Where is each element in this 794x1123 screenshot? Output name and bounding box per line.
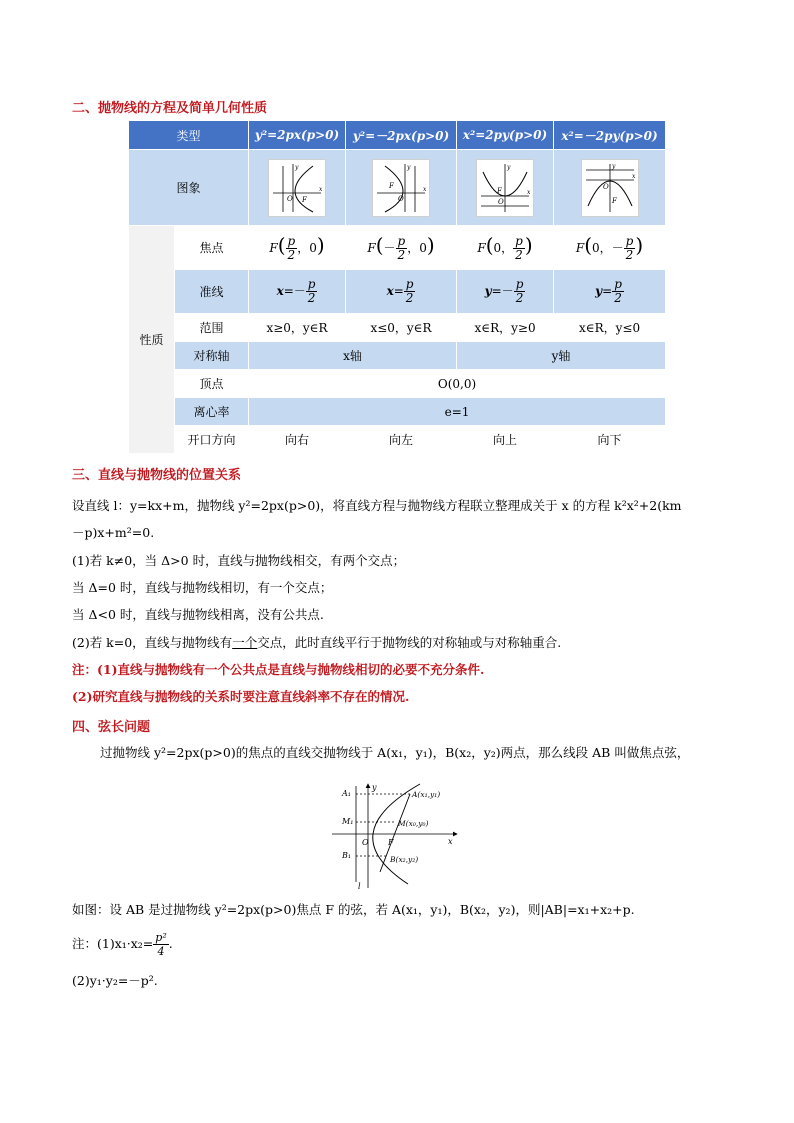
focus-3: F(0， $\frac{p}{2}$ )	[457, 226, 554, 270]
range-2: x≤0，y∈R	[346, 314, 457, 342]
range-3: x∈R，y≥0	[457, 314, 554, 342]
properties-label: 性质	[129, 226, 175, 454]
focus-label: 焦点	[175, 226, 249, 270]
svg-text:F: F	[497, 186, 502, 195]
graph-cell-3	[457, 150, 554, 226]
section3-paragraph-3: 当 Δ=0 时，直线与抛物线相切，有一个交点；	[72, 580, 333, 595]
opening-3: 向上	[457, 426, 554, 454]
svg-text:y: y	[507, 163, 511, 171]
graph-left-icon	[372, 159, 430, 217]
directrix-label: 准线	[175, 270, 249, 314]
svg-text:F: F	[388, 838, 394, 847]
svg-text:x: x	[423, 185, 427, 193]
section3-paragraph-1a: 设直线 l：y=kx+m，抛物线 y²=2px(p>0)，将直线方程与抛物线方程联立整理成关于 x 的方程 k²x²+2(km	[72, 498, 682, 513]
svg-text:O: O	[602, 182, 609, 191]
graph-cell-1	[249, 150, 346, 226]
eccentricity-value: e=1	[249, 398, 666, 426]
svg-text:F: F	[389, 181, 394, 190]
graph-down-icon	[581, 159, 639, 217]
section4-note-2: (2)y₁·y₂=－p².	[72, 973, 158, 988]
range-4: x∈R，y≤0	[554, 314, 666, 342]
section3-paragraph-2: (1)若 k≠0，当 Δ>0 时，直线与抛物线相交，有两个交点；	[72, 553, 406, 568]
axis-y: y轴	[457, 342, 666, 370]
svg-text:A(x₁,y₁): A(x₁,y₁)	[412, 790, 441, 799]
svg-text:F: F	[611, 196, 617, 205]
svg-text:O: O	[498, 197, 504, 206]
focal-chord-figure	[332, 782, 462, 890]
graph-right-icon	[268, 159, 326, 217]
eccentricity-label: 离心率	[175, 398, 249, 426]
svg-text:l: l	[358, 882, 361, 890]
svg-text:x: x	[527, 188, 531, 196]
section3-note-1: 注：(1)直线与抛物线有一个公共点是直线与抛物线相切的必要不充分条件.	[72, 662, 485, 677]
svg-text:O: O	[287, 194, 293, 203]
svg-text:x: x	[631, 172, 635, 180]
section2-title: 二、抛物线的方程及简单几何性质	[72, 101, 268, 116]
equation-3: x²=2py(p>0)	[457, 121, 554, 150]
section4-paragraph-2: 如图：设 AB 是过抛物线 y²=2px(p>0)焦点 F 的弦，若 A(x₁，y₁)，B(x₂，y₂)，则|AB|=x₁+x₂+p.	[72, 902, 635, 917]
graph-label: 图象	[129, 150, 249, 226]
svg-text:x: x	[448, 837, 453, 846]
equation-4: x²=－2py(p>0)	[554, 121, 666, 150]
svg-text:y: y	[407, 163, 411, 171]
range-label: 范围	[175, 314, 249, 342]
focus-1: F( $\frac{p}{2}$ ，0)	[249, 226, 346, 270]
vertex-value: O(0,0)	[249, 370, 666, 398]
equation-2: y²=－2px(p>0)	[346, 121, 457, 150]
svg-text:B₁: B₁	[342, 851, 352, 860]
parabola-properties-table	[128, 120, 666, 454]
opening-4: 向下	[554, 426, 666, 454]
svg-text:O: O	[398, 194, 404, 203]
focus-2: F(－ $\frac{p}{2}$ ，0)	[346, 226, 457, 270]
svg-text:M₁: M₁	[342, 817, 354, 826]
graph-up-icon	[476, 159, 534, 217]
svg-text:x: x	[319, 185, 323, 193]
graph-cell-4	[554, 150, 666, 226]
axis-label: 对称轴	[175, 342, 249, 370]
opening-2: 向左	[346, 426, 457, 454]
focus-4: F(0，－ $\frac{p}{2}$ )	[554, 226, 666, 270]
opening-label: 开口方向	[175, 426, 249, 454]
svg-text:F: F	[302, 195, 307, 204]
svg-text:y: y	[372, 783, 377, 792]
opening-1: 向右	[249, 426, 346, 454]
section3-note-2: (2)研究直线与抛物线的关系时要注意直线斜率不存在的情况.	[72, 689, 410, 704]
graph-cell-2	[346, 150, 457, 226]
svg-text:y: y	[295, 163, 299, 171]
section3-paragraph-5: (2)若 k=0，直线与抛物线有一个交点，此时直线平行于抛物线的对称轴或与对称轴重合.	[72, 635, 562, 650]
axis-x: x轴	[249, 342, 457, 370]
directrix-3: y=－ $\frac{p}{2}$	[457, 270, 554, 314]
svg-text:B(x₂,y₂): B(x₂,y₂)	[390, 855, 419, 864]
type-header: 类型	[129, 121, 249, 150]
section3-title: 三、直线与抛物线的位置关系	[72, 468, 242, 483]
section3-paragraph-4: 当 Δ<0 时，直线与抛物线相离，没有公共点.	[72, 607, 324, 622]
svg-text:A₁: A₁	[342, 789, 351, 798]
svg-text:M(x₀,y₀): M(x₀,y₀)	[398, 819, 429, 828]
directrix-2: x= $\frac{p}{2}$	[346, 270, 457, 314]
svg-text:O: O	[362, 838, 369, 847]
svg-text:y: y	[611, 162, 615, 170]
equation-1: y²=2px(p>0)	[249, 121, 346, 150]
vertex-label: 顶点	[175, 370, 249, 398]
section4-note-1: 注：(1)x₁·x₂= $\frac{\text{p²}}{4}$ .	[72, 931, 173, 958]
section4-paragraph-1: 过抛物线 y²=2px(p>0)的焦点的直线交抛物线于 A(x₁，y₁)，B(x₂，y₂)两点，那么线段 AB 叫做焦点弦，	[100, 745, 690, 760]
section4-title: 四、弦长问题	[72, 720, 151, 735]
directrix-4: y= $\frac{p}{2}$	[554, 270, 666, 314]
range-1: x≥0，y∈R	[249, 314, 346, 342]
header-row	[129, 121, 666, 150]
section3-paragraph-1b: －p)x+m²=0.	[72, 525, 155, 540]
directrix-1: x=－ $\frac{p}{2}$	[249, 270, 346, 314]
